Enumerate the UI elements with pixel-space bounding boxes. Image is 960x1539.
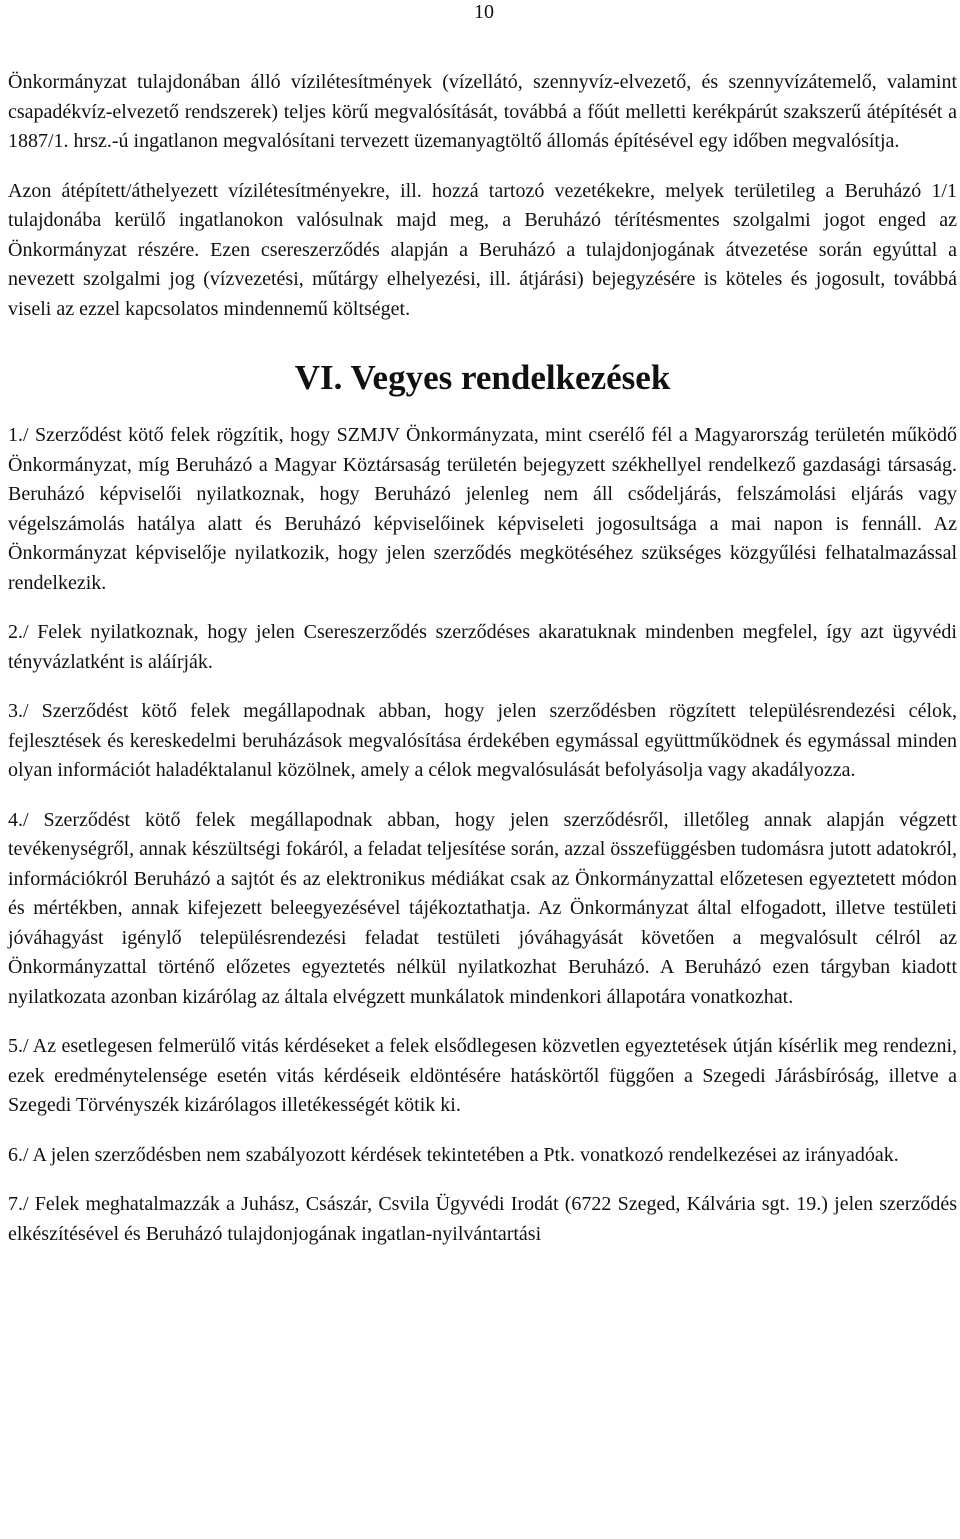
- clause-2: 2./ Felek nyilatkoznak, hogy jelen Csereszerződés szerződéses akaratuknak mindenben megfelel, így azt ügyvédi tényvázlatként is aláírják.: [8, 621, 957, 673]
- intro-paragraph: Azon átépített/áthelyezett vízilétesítményekre, ill. hozzá tartozó vezetékekre, melyek területileg a Beruházó 1/1 tulajdonába kerülő ingatlanokon valósulnak majd meg, a Beruházó térítésmentes szolgalmi jogot enged az Önkormányzat részére. Ezen csereszerződés alapján a Beruházó a tulajdonjogának átvezetése során egyúttal a nevezett szolgalmi jog (vízvezetési, műtárgy elhelyezési, ill. átjárási) bejegyzésére is köteles és jogosult, továbbá viseli az ezzel kapcsolatos mindennemű költséget.: [8, 179, 957, 320]
- clause-5: 5./ Az esetlegesen felmerülő vitás kérdéseket a felek elsődlegesen közvetlen egyeztetések útján kísérlik meg rendezni, ezek eredménytelensége esetén vitás kérdéseik eldöntésére hatáskörtől függően a Szegedi Járásbíróság, illetve a Szegedi Törvényszék kizárólagos illetékességét kötik ki.: [8, 1035, 957, 1116]
- section-title: VI. Vegyes rendelkezések: [294, 358, 671, 397]
- clause-1: 1./ Szerződést kötő felek rögzítik, hogy SZMJV Önkormányzata, mint cserélő fél a Magyarország területén működő Önkormányzat, míg Beruházó a Magyar Köztársaság területén bejegyzett székhellyel rendelkező gazdasági társaság. Beruházó képviselői nyilatkoznak, hogy Beruházó jelenleg nem áll csődeljárás, felszámolási eljárás vagy végelszámolás hatálya alatt és Beruházó képviselőinek képviseleti jogosultsága a mai napon is fennáll. Az Önkormányzat képviselője nyilatkozik, hogy jelen szerződés megkötéséhez szükséges közgyűlési felhatalmazással rendelkezik.: [8, 424, 957, 594]
- clause-7: 7./ Felek meghatalmazzák a Juhász, Császár, Csvila Ügyvédi Irodát (6722 Szeged, Kálvária sgt. 19.) jelen szerződés elkészítésével és Beruházó tulajdonjogának ingatlan-nyilvántartási: [8, 1193, 957, 1245]
- clause-4: 4./ Szerződést kötő felek megállapodnak abban, hogy jelen szerződésről, illetőleg annak alapján végzett tevékenységről, annak készültségi fokáról, a feladat teljesítése során, azzal összefüggésben tudomásra jutott adatokról, információkról Beruházó a sajtót és az elektronikus médiákat csak az Önkormányzattal előzetesen egyeztetett módon és mértékben, annak kifejezett beleegyezésével tájékoztathatja. Az Önkormányzat által elfogadott, illetve testületi jóváhagyást igénylő településrendezési feladat testületi jóváhagyását követően a megvalósult célról az Önkormányzattal történő előzetes egyeztetés nélkül nyilatkozhat Beruházó. A Beruházó ezen tárgyban kiadott nyilatkozata azonban kizárólag az általa elvégzett munkálatok mindenkori állapotára vonatkozhat.: [8, 808, 957, 1008]
- intro-paragraph: Önkormányzat tulajdonában álló vízilétesítmények (vízellátó, szennyvíz-elvezető, és szennyvízátemelő, valamint csapadékvíz-elvezető rendszerek) teljes körű megvalósítását, továbbá a főút melletti kerékpárút szakszerű átépítését a 1887/1. hrsz.-ú ingatlanon megvalósítani tervezett üzemanyagtöltő állomás építésével egy időben megvalósítja.: [8, 71, 957, 152]
- clause-6: 6./ A jelen szerződésben nem szabályozott kérdések tekintetében a Ptk. vonatkozó rendelkezései az irányadóak.: [8, 1143, 899, 1166]
- document-body: [8, 68, 957, 1267]
- page-number: 10: [474, 1, 494, 23]
- clause-3: 3./ Szerződést kötő felek megállapodnak abban, hogy jelen szerződésben rögzített településrendezési célok, fejlesztések és kereskedelmi beruházások megvalósítása érdekében egymással együttműködnek és egymással minden olyan információt haladéktalanul közölnek, amely a célok megvalósulását befolyásolja vagy akadályozza.: [8, 700, 957, 781]
